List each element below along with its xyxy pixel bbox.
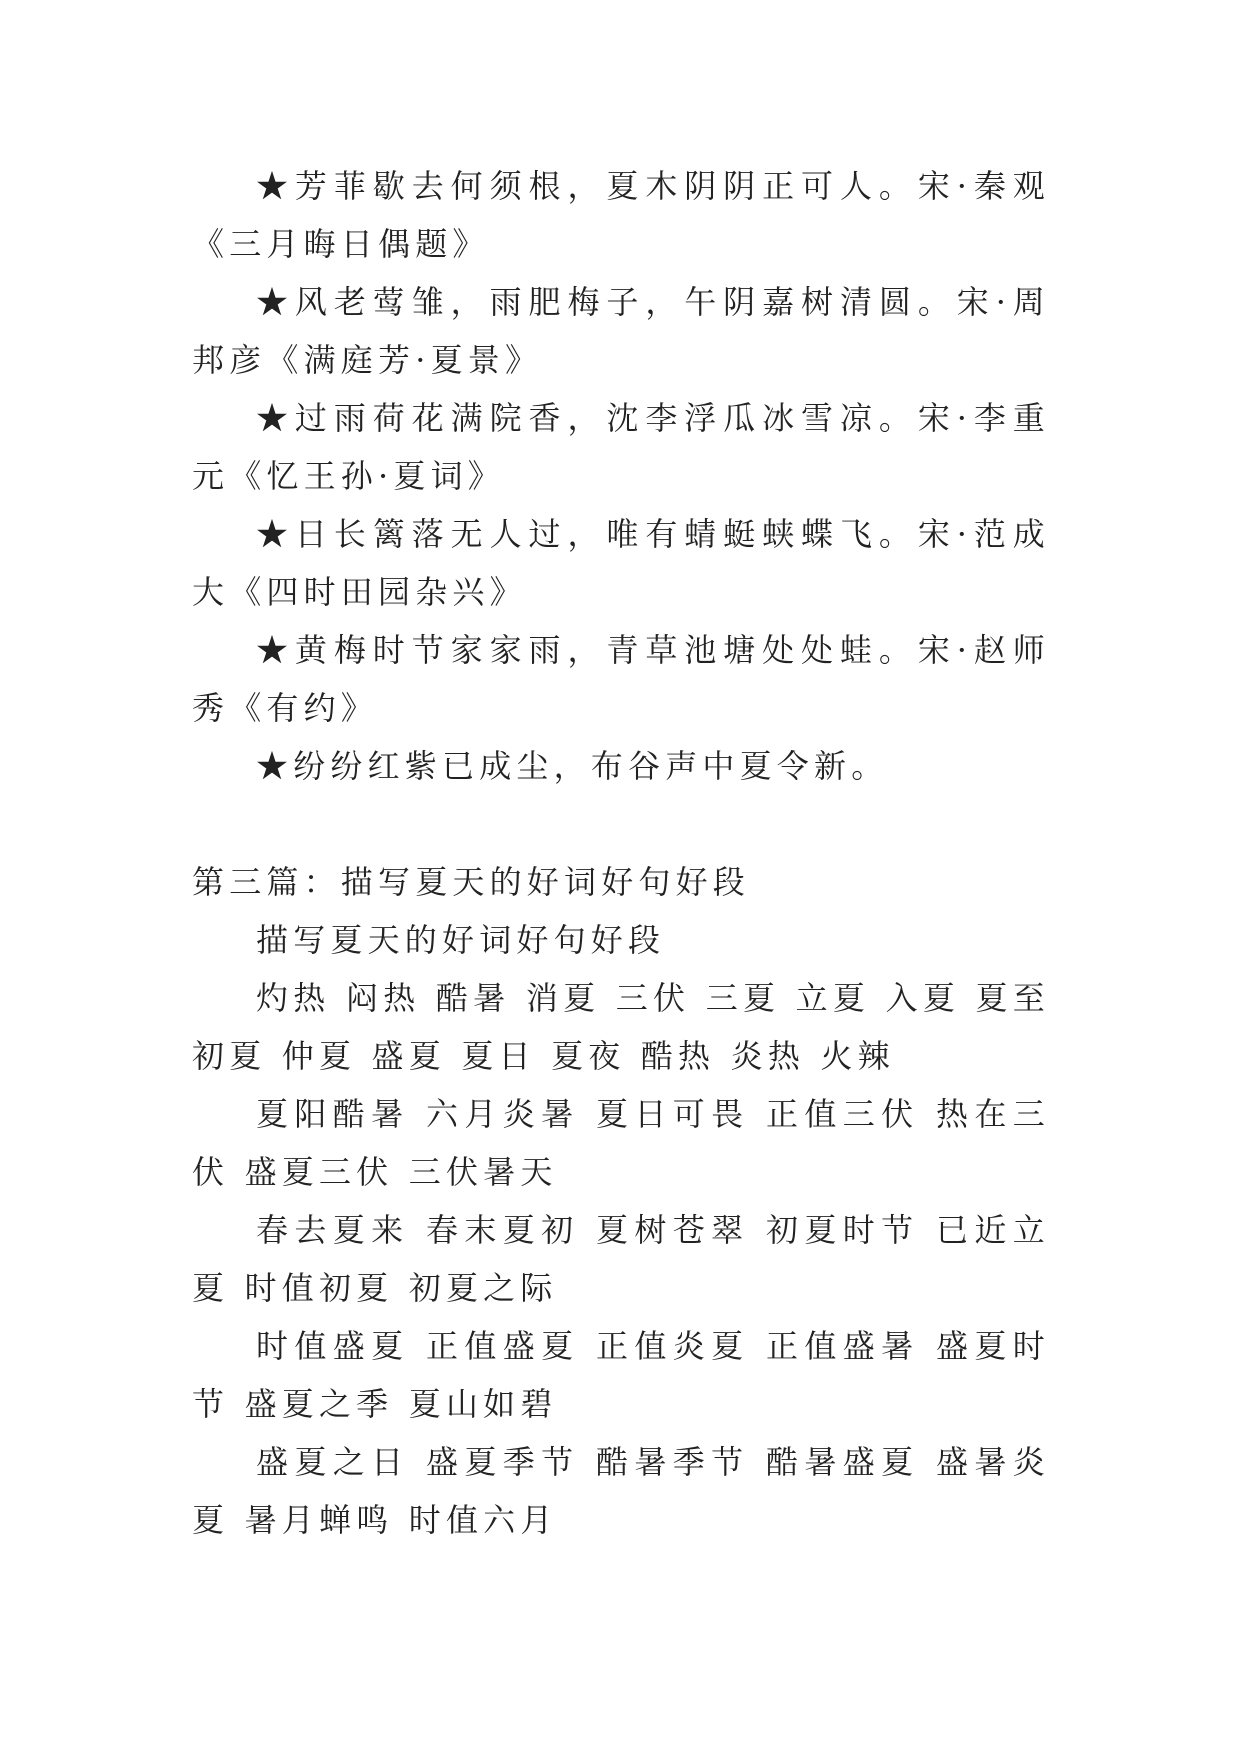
word-list-paragraph: 夏阳酷暑 六月炎暑 夏日可畏 正值三伏 热在三伏 盛夏三伏 三伏暑天 [192,1095,1050,1191]
poem-quote: ★芳菲歇去何须根，夏木阴阴正可人。宋·秦观《三月晦日偶题》 [192,167,1050,263]
word-list-paragraph: 灼热 闷热 酷暑 消夏 三伏 三夏 立夏 入夏 夏至 初夏 仲夏 盛夏 夏日 夏夜 酷热 炎热 火辣 [192,979,1050,1075]
word-list-paragraph: 盛夏之日 盛夏季节 酷暑季节 酷暑盛夏 盛暑炎夏 暑月蝉鸣 时值六月 [192,1443,1050,1539]
poem-quote: ★风老莺雏，雨肥梅子，午阴嘉树清圆。宋·周邦彦《满庭芳·夏景》 [192,283,1050,379]
word-list-paragraph: 时值盛夏 正值盛夏 正值炎夏 正值盛暑 盛夏时节 盛夏之季 夏山如碧 [192,1327,1050,1423]
section-heading: 第三篇：描写夏天的好词好句好段 [192,863,751,901]
poem-quote: ★日长篱落无人过，唯有蜻蜓蛱蝶飞。宋·范成大《四时田园杂兴》 [192,515,1050,611]
section-subtitle: 描写夏天的好词好句好段 [256,921,666,959]
document-body [192,157,1050,1549]
word-list-paragraph: 春去夏来 春末夏初 夏树苍翠 初夏时节 已近立夏 时值初夏 初夏之际 [192,1211,1050,1307]
poem-quote: ★过雨荷花满院香，沈李浮瓜冰雪凉。宋·李重元《忆王孙·夏词》 [192,399,1050,495]
poem-quote: ★黄梅时节家家雨，青草池塘处处蛙。宋·赵师秀《有约》 [192,631,1050,727]
poem-quote: ★纷纷红紫已成尘，布谷声中夏令新。 [256,747,889,785]
